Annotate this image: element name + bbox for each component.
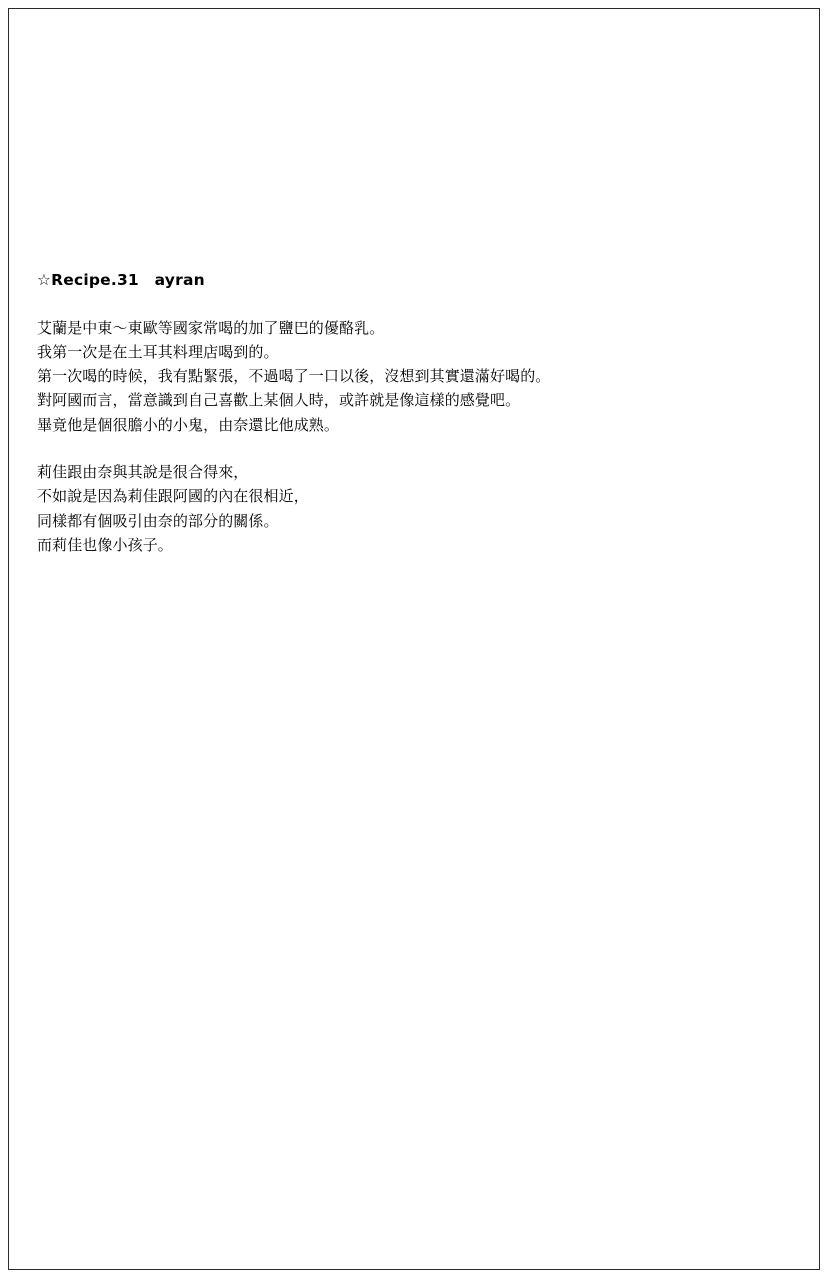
page-sheet	[8, 8, 820, 1270]
paragraph-1-line-3: 第一次喝的時候，我有點緊張，不過喝了一口以後，沒想到其實還滿好喝的。	[37, 367, 551, 386]
paragraph-1-line-2: 我第一次是在土耳其料理店喝到的。	[37, 342, 279, 361]
paragraph-2-line-3: 同樣都有個吸引由奈的部分的關係。	[37, 511, 279, 530]
paragraph-1-line-1: 艾蘭是中東～東歐等國家常喝的加了鹽巴的優酪乳。	[37, 318, 385, 337]
paragraph-1-line-5: 畢竟他是個很膽小的小鬼，由奈還比他成熟。	[37, 415, 340, 434]
paragraph-2-line-2: 不如說是因為莉佳跟阿國的內在很相近，	[37, 487, 309, 506]
afterword-content	[37, 271, 777, 557]
paragraph-spacer	[37, 437, 777, 460]
paragraph-1-line-4: 對阿國而言，當意識到自己喜歡上某個人時，或許就是像這樣的感覺吧。	[37, 391, 521, 410]
recipe-heading: ☆Recipe.31 ayran	[37, 271, 205, 289]
paragraph-2-line-1: 莉佳跟由奈與其說是很合得來，	[37, 463, 249, 482]
paragraph-2-line-4: 而莉佳也像小孩子。	[37, 535, 173, 554]
paragraph-2	[37, 460, 777, 557]
paragraph-1	[37, 316, 777, 437]
